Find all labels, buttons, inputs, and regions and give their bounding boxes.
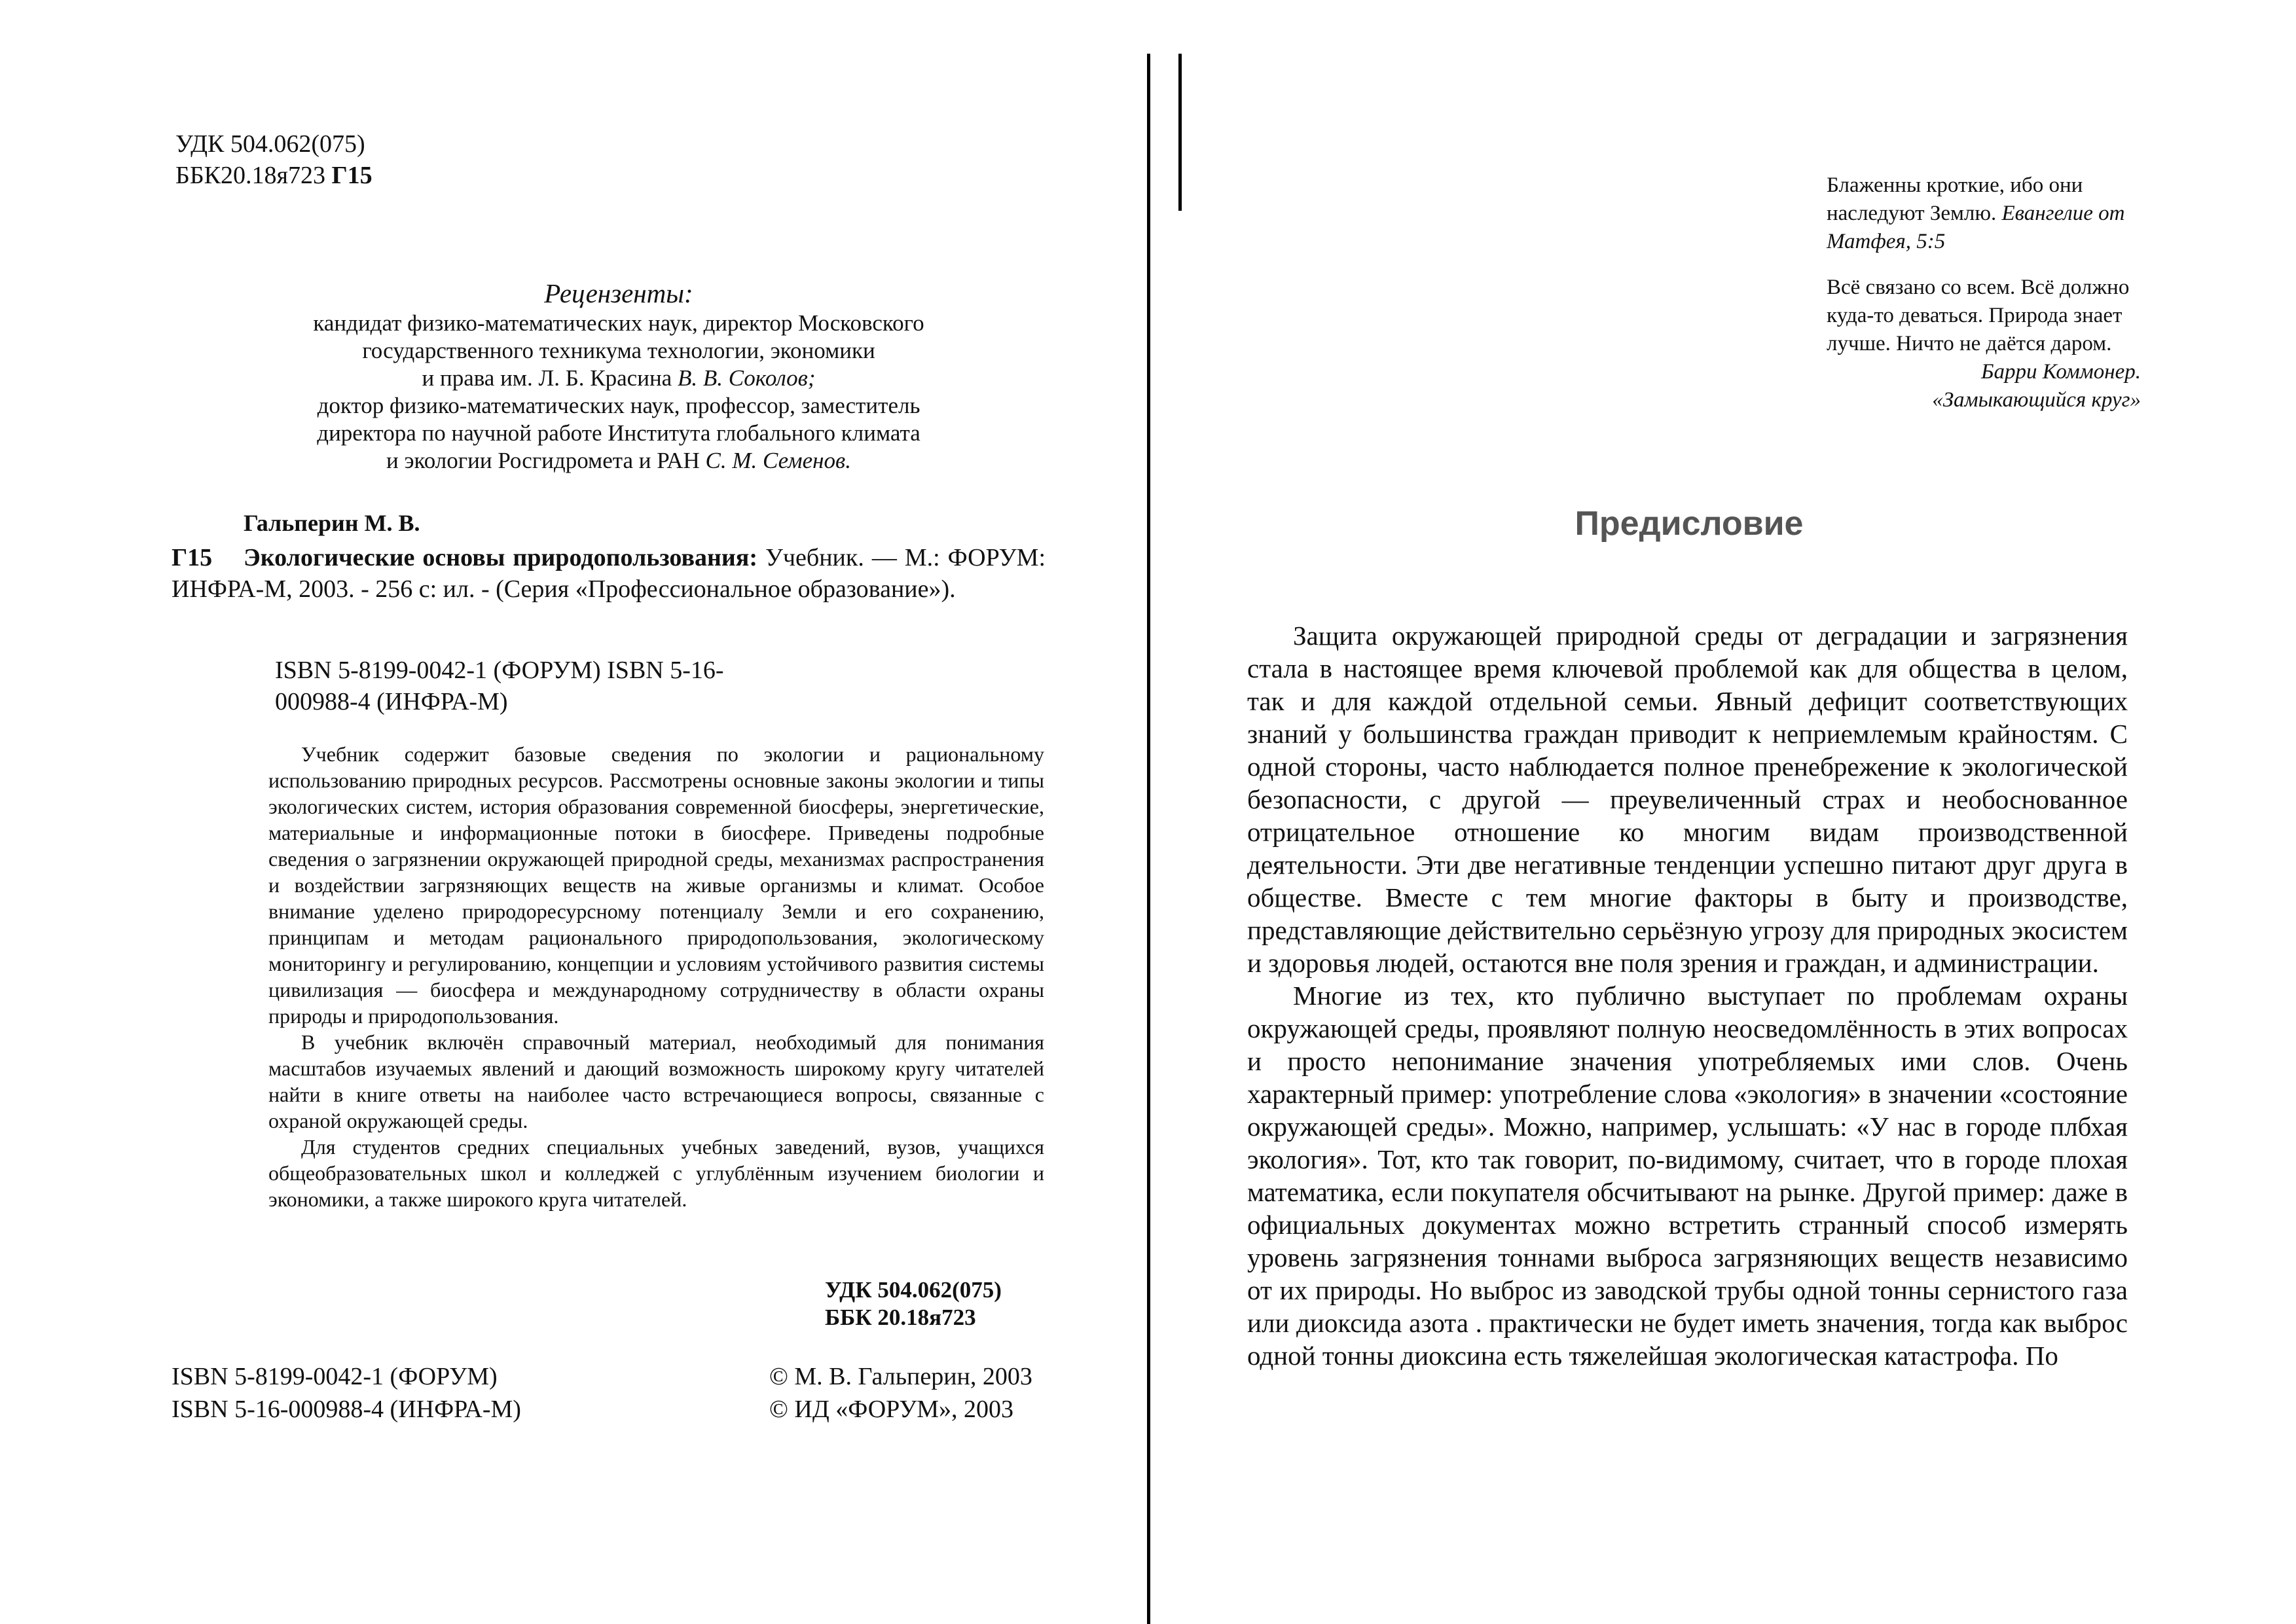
reviewer-1-affiliation: и права им. Л. Б. Красина — [422, 365, 672, 391]
udk-bottom: УДК 504.062(075) — [825, 1277, 1002, 1303]
epigraph-2-text: Всё связано со всем. Всё должно куда-то деваться. Природа знает лучше. Ничто не даётся даром. — [1827, 276, 2130, 355]
epigraph-2 — [1827, 274, 2141, 414]
udk-line: УДК 504.062(075) — [175, 130, 365, 158]
isbn-list — [172, 1360, 521, 1426]
epigraph-1-source: Евангелие от Матфея, 5:5 — [1827, 202, 2125, 253]
epigraph-2-author: Барри Коммонер. — [1980, 360, 2141, 384]
bbk-index: ББК20.18я723 — [175, 162, 325, 189]
bibliographic-entry — [172, 542, 1046, 605]
reviewer-1-line2: государственного техникума технологии, экономики — [362, 338, 875, 363]
author-name: Гальперин М. В. — [244, 510, 420, 536]
margin-rule — [1178, 54, 1182, 211]
reviewer-2-line2: директора по научной работе Института глобального климата — [317, 420, 920, 446]
epigraph-2-work: «Замыкающийся круг» — [1932, 388, 2141, 412]
reviewers-title: Рецензенты: — [544, 278, 693, 308]
reviewer-1-line1: кандидат физико-математических наук, директор Московского — [313, 310, 924, 336]
preface-title: Предисловие — [1575, 505, 1804, 543]
reviewer-2-line1: доктор физико-математических наук, профессор, заместитель — [317, 393, 920, 418]
copyright-author: © М. В. Гальперин, 2003 — [769, 1363, 1032, 1390]
epigraph-1 — [1827, 171, 2141, 256]
classification-bottom — [825, 1276, 1048, 1331]
book-title: Экологические основы природопользования: — [244, 544, 758, 571]
annotation-paragraph: Учебник содержит базовые сведения по экологии и рациональному использованию природных ресурсов. Рассмотрены основные законы экологии и типы экологических систем, история образования современной биосферы, энергетические, материальные и информационные потоки в биосфере. Приведены подробные сведения о загрязнении окружающей природной среды, механизмах распространения и воздействии загрязняющих веществ на живые организмы и климат. Особое внимание уделено природоресурсному потенциалу Земли и его сохранению, принципам и методам рационального природопользования, экологическому мониторингу и регулированию, концепции и условиям устойчивого развития системы цивилизация — биосфера и международному сотрудничеству в области охраны природы и природопользования. — [268, 742, 1044, 1028]
isbn-forum: ISBN 5-8199-0042-1 (ФОРУМ) — [172, 1363, 498, 1390]
page-divider-line — [1147, 54, 1150, 1624]
bbk-code: Г15 — [331, 162, 373, 189]
preface-body — [1247, 619, 2128, 1372]
isbn-infra: ISBN 5-16-000988-4 (ИНФРА-М) — [172, 1396, 521, 1423]
annotation-paragraph: В учебник включён справочный материал, необходимый для понимания масштабов изучаемых явлений и дающий возможность широкому кругу читателей найти в книге ответы на наиболее часто встречающиеся вопросы, связанные с охраной окружающей среды. — [268, 1030, 1044, 1132]
copyright-block — [769, 1360, 1032, 1426]
reviewer-2-affiliation: и экологии Росгидромета и РАН — [386, 448, 700, 473]
copyright-publisher: © ИД «ФОРУМ», 2003 — [769, 1396, 1014, 1423]
bib-code: Г15 — [172, 544, 213, 571]
epigraph-1-text: Блаженны кроткие, ибо они наследуют Землю. — [1827, 173, 2083, 225]
reviewer-2-line3 — [196, 447, 1041, 475]
preface-paragraph: Защита окружающей природной среды от деградации и загрязнения стала в настоящее время ключевой проблемой как для общества в целом, так и для каждой отдельной семьи. Явный дефицит соответствующих знаний у большинства граждан приводит к неприемлемым крайностям. С одной стороны, часто наблюдается полное пренебрежение к экологической безопасности, с другой — преувеличенный страх и необоснованное отрицательное отношение ко многим видам производственной деятельности. Эти две негативные тенденции успешно питают друг друга в обществе. Вместе с тем многие факторы в быту и производстве, представляющие действительно серьёзную угрозу для природных экосистем и здоровья людей, остаются вне поля зрения и граждан, и администрации. — [1247, 621, 2128, 978]
reviewers-block — [196, 277, 1041, 475]
bib-details: Учебник. — М.: ФОРУМ: ИНФРА-М, 2003. - 256 с: ил. - (Серия «Профессиональное образование»). — [172, 544, 1046, 603]
annotation-paragraph: Для студентов средних специальных учебных заведений, вузов, учащихся общеобразовательных школ и колледжей с углублённым изучением биологии и экономики, а также широкого круга читателей. — [268, 1135, 1044, 1211]
isbn-block: ISBN 5-8199-0042-1 (ФОРУМ) ISBN 5-16-000988-4 (ИНФРА-М) — [275, 657, 724, 715]
annotation — [268, 741, 1044, 1212]
bbk-line — [175, 160, 373, 191]
reviewer-1-name: В. В. Соколов; — [677, 365, 816, 391]
reviewer-2-name: С. М. Семенов. — [705, 448, 851, 473]
preface-paragraph: Многие из тех, кто публично выступает по проблемам охраны окружающей среды, проявляют полную неосведомлённость в этих вопросах и просто непонимание значения употребляемых ими слов. Очень характерный пример: употребление слова «экология» в значении «состояние окружающей среды». Можно, например, услышать: «У нас в городе плбхая экология». Тот, кто так говорит, по-видимому, считает, что в городе плохая математика, если покупателя обсчитывают на рынке. Другой пример: даже в официальных документах можно встретить странный способ измерять уровень загрязнения тоннами выброса загрязняющих веществ независимо от их природы. Но выброс из заводской трубы одной тонны сернистого газа или диоксида азота . практически не будет иметь значения, тогда как выброс одной тонны диоксина есть тяжелейшая экологическая катастрофа. По — [1247, 981, 2128, 1371]
bbk-bottom: ББК 20.18я723 — [825, 1305, 976, 1330]
reviewer-1-line3 — [196, 365, 1041, 392]
